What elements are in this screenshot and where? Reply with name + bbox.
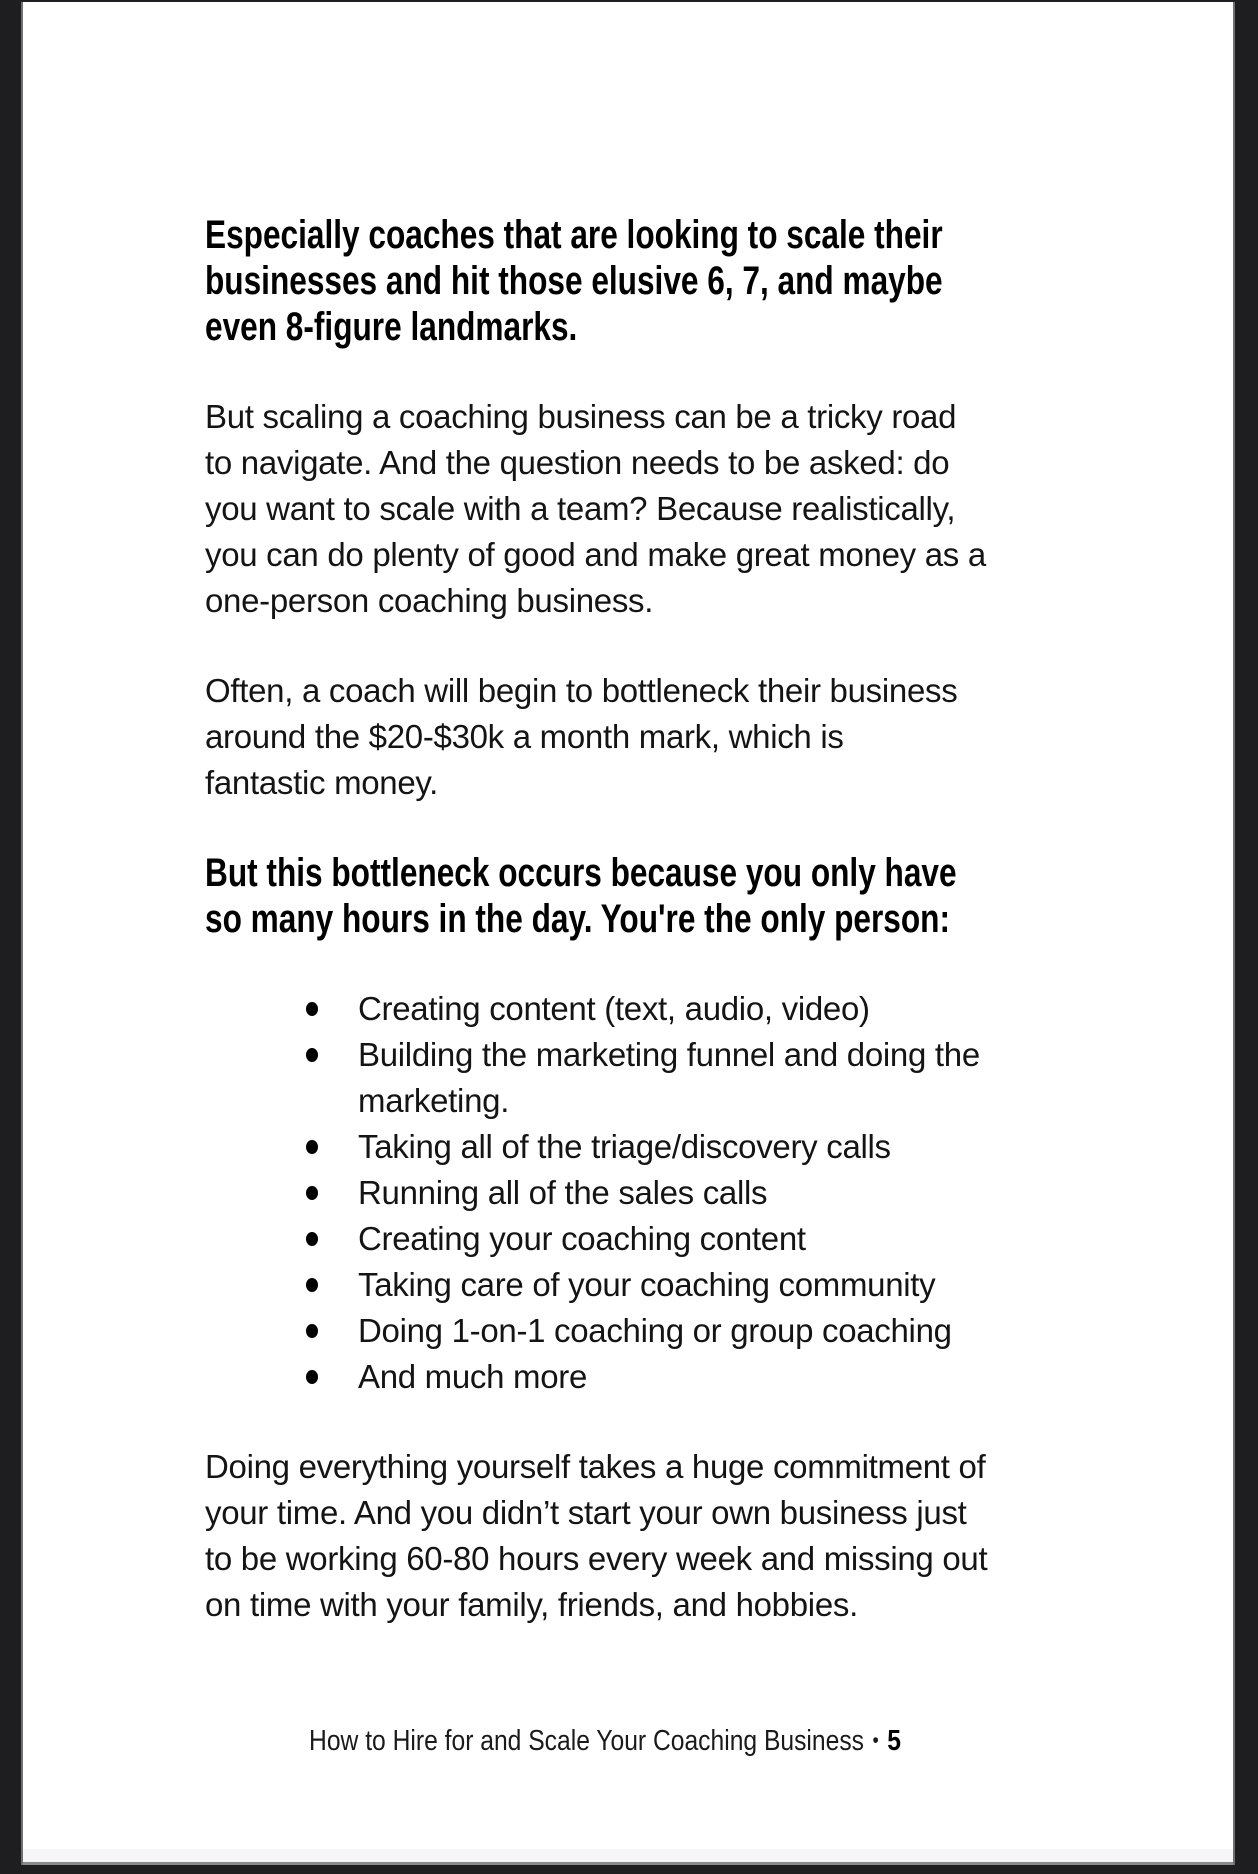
bullet-item bbox=[205, 986, 1005, 1032]
paragraph-intro-bold bbox=[205, 212, 943, 350]
bullet-dot-icon bbox=[306, 1370, 318, 1384]
bullet-line: Creating your coaching content bbox=[358, 1220, 806, 1257]
paragraph-closing bbox=[205, 1444, 1005, 1628]
bullet-item bbox=[205, 1216, 1005, 1262]
bullet-dot-icon bbox=[306, 1324, 318, 1338]
paragraph-line: But this bottleneck occurs because you only have bbox=[205, 851, 957, 895]
paragraph-bottleneck bbox=[205, 668, 1005, 806]
paragraph-scaling bbox=[205, 394, 1005, 624]
paragraph-line: even 8-figure landmarks. bbox=[205, 305, 578, 349]
viewer-left-edge bbox=[0, 0, 23, 1874]
bullet-item bbox=[205, 1262, 1005, 1308]
paragraph-line: you want to scale with a team? Because realistically, bbox=[205, 490, 956, 527]
page-bottom-strip bbox=[23, 1849, 1233, 1862]
bullet-line: Creating content (text, audio, video) bbox=[358, 990, 870, 1027]
paragraph-line: Especially coaches that are looking to scale their bbox=[205, 213, 943, 257]
paragraph-line: fantastic money. bbox=[205, 764, 439, 801]
paragraph-line: one-person coaching business. bbox=[205, 582, 654, 619]
paragraph-line: But scaling a coaching business can be a tricky road bbox=[205, 398, 957, 435]
paragraph-line: Doing everything yourself takes a huge commitment of bbox=[205, 1448, 986, 1485]
paragraph-line: your time. And you didn’t start your own business just bbox=[205, 1494, 967, 1531]
bullet-line: Doing 1-on-1 coaching or group coaching bbox=[358, 1312, 952, 1349]
bullet-dot-icon bbox=[306, 1048, 318, 1062]
paragraph-line: you can do plenty of good and make great money as a bbox=[205, 536, 986, 573]
footer-title: How to Hire for and Scale Your Coaching Business bbox=[309, 1725, 864, 1757]
viewer-right-edge bbox=[1233, 0, 1258, 1874]
bullet-dot-icon bbox=[306, 1278, 318, 1292]
footer-separator-dot: • bbox=[872, 1729, 879, 1752]
paragraph-line: so many hours in the day. You're the only person: bbox=[205, 897, 950, 941]
bullet-line: Running all of the sales calls bbox=[358, 1174, 768, 1211]
bullet-item bbox=[205, 1124, 1005, 1170]
paragraph-line: to be working 60-80 hours every week and missing out bbox=[205, 1540, 988, 1577]
paragraph-line: businesses and hit those elusive 6, 7, and maybe bbox=[205, 259, 943, 303]
paragraph-line: Often, a coach will begin to bottleneck their business bbox=[205, 672, 958, 709]
bullet-dot-icon bbox=[306, 1232, 318, 1246]
paragraph-only-person-bold bbox=[205, 850, 957, 942]
bullet-dot-icon bbox=[306, 1002, 318, 1016]
bullet-dot-icon bbox=[306, 1186, 318, 1200]
content-column bbox=[205, 0, 1005, 1764]
footer-page-number: 5 bbox=[887, 1725, 901, 1757]
viewer-top-edge bbox=[0, 0, 1258, 2]
bullet-line: Taking all of the triage/discovery calls bbox=[358, 1128, 891, 1165]
paragraph-line: on time with your family, friends, and hobbies. bbox=[205, 1586, 858, 1623]
bullet-item bbox=[205, 1170, 1005, 1216]
bullet-list bbox=[205, 986, 1005, 1400]
viewer-bottom-edge bbox=[0, 1865, 1258, 1874]
paragraph-line: around the $20-$30k a month mark, which is bbox=[205, 718, 844, 755]
bullet-dot-icon bbox=[306, 1140, 318, 1154]
page-footer bbox=[265, 1718, 945, 1764]
bullet-item bbox=[205, 1308, 1005, 1354]
bullet-line: And much more bbox=[358, 1358, 588, 1395]
bullet-line: Taking care of your coaching community bbox=[358, 1266, 936, 1303]
bullet-item bbox=[205, 1032, 1005, 1124]
bullet-item bbox=[205, 1354, 1005, 1400]
paragraph-line: to navigate. And the question needs to be asked: do bbox=[205, 444, 950, 481]
bullet-line: Building the marketing funnel and doing the bbox=[358, 1036, 980, 1073]
bullet-line: marketing. bbox=[358, 1082, 510, 1119]
